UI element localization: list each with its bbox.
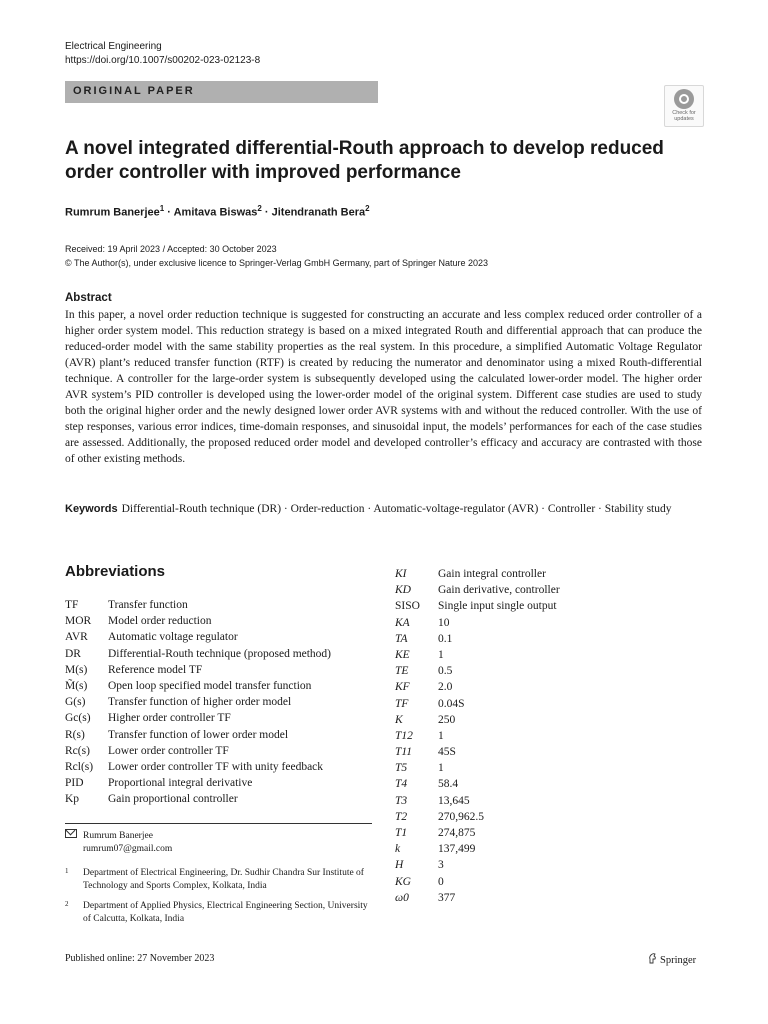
parameter-symbol: T2 <box>395 810 408 823</box>
parameter-row <box>395 696 560 712</box>
parameter-value: 250 <box>438 713 456 726</box>
abbreviation-term: Gc(s) <box>65 712 91 725</box>
abstract-text: In this paper, a novel order reduction technique is suggested for constructing an accurate and less complex reduced order controller of a higher order system model. This reduction strategy is based on a mixed integrated Routh and differential approach that can produce the reduced-order model with the same stability properties as the real system. In this procedure, a simplified Automatic Voltage Regulator (AVR) plant’s reduced transfer function (RTF) is created by reducing the numerator and denominator using a mixed Routh-differential technique. A controller for the large-order system is subsequently developed using the calculated lower-order model. The higher order AVR system’s PID controller is developed using the lower-order model of the original system. Different case studies are used to study both the original higher order and the newly designed lower order AVR systems with and without the reduced controller. With the use of step responses, various error indices, time-domain responses, and sinusoidal input, the models’ performances for each of the case studies are assessed. Additionally, the proposed reduced order model and developed controller’s efficacy and accuracy are contrasted with those of other existing methods. <box>65 309 702 465</box>
abbreviation-definition: Lower order controller TF with unity feedback <box>108 760 324 773</box>
parameter-row <box>395 841 560 857</box>
abbreviation-term: Rc(s) <box>65 744 90 757</box>
parameter-row <box>395 679 560 695</box>
affiliation-1 <box>65 867 375 893</box>
parameter-symbol: T11 <box>395 746 413 759</box>
parameter-symbol: TE <box>395 665 409 678</box>
author-affiliation-ref: 2 <box>365 204 370 213</box>
abbreviation-definition: Differential-Routh technique (proposed method) <box>108 647 332 660</box>
abbreviation-term: Kp <box>65 793 80 806</box>
article-history <box>65 242 488 270</box>
parameter-symbol: KI <box>395 568 407 580</box>
parameter-row <box>395 598 560 614</box>
parameter-value: 0.04S <box>438 697 465 710</box>
parameter-symbol: KG <box>395 875 411 888</box>
abbreviation-term: R(s) <box>65 728 85 741</box>
parameter-row <box>395 760 560 776</box>
parameter-row <box>395 890 560 906</box>
abbreviation-definition: Higher order controller TF <box>108 712 231 725</box>
check-for-updates-icon <box>674 89 694 109</box>
author-name[interactable]: Rumrum Banerjee <box>65 206 160 219</box>
parameter-row <box>395 744 560 760</box>
abbreviation-definition: Model order reduction <box>108 615 212 628</box>
abbreviation-row <box>65 597 331 613</box>
author-name[interactable]: Jitendranath Bera <box>271 206 366 219</box>
abbreviation-term: M̃(s) <box>65 679 88 692</box>
abbreviation-term: AVR <box>65 631 88 644</box>
badge-line1: Check for <box>672 110 696 116</box>
abbreviations-heading: Abbreviations <box>65 563 166 580</box>
parameter-symbol: KA <box>395 616 410 629</box>
parameter-value: 45S <box>438 746 456 759</box>
parameter-row <box>395 647 560 663</box>
author-affiliation-ref: 2 <box>257 204 262 213</box>
keywords <box>65 501 702 517</box>
parameter-value: 1 <box>438 762 444 775</box>
paper-title: A novel integrated differential-Routh approach to develop reduced order controller with improved performance <box>65 138 664 183</box>
affiliation-text: Department of Applied Physics, Electrical Engineering Section, University of Calcutta, Kolkata, India <box>83 901 368 924</box>
parameter-value: 1 <box>438 729 444 742</box>
parameter-symbol: T12 <box>395 729 413 742</box>
abstract-heading: Abstract <box>65 292 112 304</box>
abbreviation-definition: Reference model TF <box>108 663 203 676</box>
parameter-symbol: k <box>395 843 401 856</box>
abbreviation-definition: Transfer function of lower order model <box>108 728 289 741</box>
parameter-value: Single input single output <box>438 600 557 613</box>
abbreviation-row <box>65 678 331 694</box>
abbreviation-row <box>65 743 331 759</box>
parameter-value: 2.0 <box>438 681 453 694</box>
parameter-symbol: H <box>395 859 404 872</box>
corresponding-author: Rumrum Banerjee <box>83 831 153 841</box>
abbreviation-term: G(s) <box>65 696 86 709</box>
parameter-row <box>395 809 560 825</box>
parameter-symbol: T5 <box>395 762 408 775</box>
keywords-label: Keywords <box>65 503 118 515</box>
article-type-label: ORIGINAL PAPER <box>73 85 195 97</box>
parameter-symbol: ω0 <box>395 891 409 904</box>
parameter-row <box>395 776 560 792</box>
parameter-value: 0 <box>438 875 444 888</box>
parameter-value: 137,499 <box>438 843 476 856</box>
published-date: Published online: 27 November 2023 <box>65 953 215 964</box>
parameter-value: 1 <box>438 648 444 661</box>
parameter-row <box>395 793 560 809</box>
affiliation-number: 2 <box>65 900 69 908</box>
parameter-symbol: K <box>395 713 403 726</box>
abbreviation-row <box>65 662 331 678</box>
parameter-symbol: TF <box>395 697 409 710</box>
abbreviation-row <box>65 775 331 791</box>
publisher-name: Springer <box>660 955 697 966</box>
abbreviation-row <box>65 646 331 662</box>
parameter-value: 10 <box>438 616 450 629</box>
parameter-row <box>395 582 560 598</box>
abbreviation-term: M(s) <box>65 663 88 676</box>
abbreviation-definition: Open loop specified model transfer function <box>108 679 312 692</box>
abbreviation-row <box>65 613 331 629</box>
abbreviation-row <box>65 759 331 775</box>
publisher-logo <box>648 952 696 966</box>
parameter-value: 377 <box>438 891 456 904</box>
copyright-line: © The Author(s), under exclusive licence to Springer-Verlag GmbH Germany, part of Springer Nature 2023 <box>65 258 488 268</box>
author-name[interactable]: Amitava Biswas <box>173 206 258 219</box>
parameter-row <box>395 712 560 728</box>
footnote-divider <box>65 823 372 824</box>
badge-line2: updates <box>674 116 694 122</box>
parameter-symbol: T3 <box>395 794 408 807</box>
parameter-row <box>395 874 560 890</box>
parameter-row <box>395 728 560 744</box>
parameter-row <box>395 615 560 631</box>
parameter-value: Gain derivative, controller <box>438 584 560 597</box>
parameter-value: 13,645 <box>438 794 470 807</box>
parameter-row <box>395 825 560 841</box>
parameter-symbol: T1 <box>395 827 408 839</box>
article-type-banner <box>65 81 378 103</box>
parameter-value: 0.5 <box>438 665 453 678</box>
author-affiliation-ref: 1 <box>159 204 165 213</box>
abbreviation-term: MOR <box>65 615 92 628</box>
abbreviation-definition: Transfer function of higher order model <box>108 696 292 709</box>
abbreviation-row <box>65 694 331 710</box>
abbreviation-definition: Lower order controller TF <box>108 744 229 757</box>
abbreviation-term: Rcl(s) <box>65 760 94 773</box>
author-list: Rumrum Banerjee$^1$ · Amitava Biswas$^2$ · Jitendranath Bera$^2$ <box>65 204 370 219</box>
envelope-icon <box>65 829 77 838</box>
journal-header <box>65 40 260 68</box>
abbreviation-definition: Gain proportional controller <box>108 793 238 806</box>
parameter-row <box>395 663 560 679</box>
received-accepted: Received: 19 April 2023 / Accepted: 30 October 2023 <box>65 244 277 254</box>
correspondence <box>65 829 172 856</box>
parameter-symbol: KE <box>395 648 410 661</box>
abbreviation-definition: Automatic voltage regulator <box>108 631 238 644</box>
parameter-symbol: KD <box>395 584 411 597</box>
abbreviation-row <box>65 791 331 807</box>
corresponding-email[interactable]: rumrum07@gmail.com <box>83 844 173 854</box>
abbreviation-row <box>65 727 331 743</box>
parameter-value: Gain integral controller <box>438 568 546 580</box>
parameter-symbol: T4 <box>395 778 408 791</box>
abbreviation-definition: Proportional integral derivative <box>108 777 253 790</box>
parameter-list <box>395 566 560 906</box>
parameter-symbol: KF <box>395 681 410 694</box>
affiliation-number: 1 <box>65 867 69 875</box>
parameter-row <box>395 566 560 582</box>
affiliation-2 <box>65 900 375 926</box>
abbreviation-term: PID <box>65 777 84 790</box>
check-for-updates-badge[interactable] <box>664 85 704 127</box>
abbreviation-term: DR <box>65 647 81 660</box>
parameter-value: 270,962.5 <box>438 810 484 823</box>
parameter-symbol: TA <box>395 632 408 645</box>
parameter-symbol: SISO <box>395 600 420 613</box>
doi-link[interactable]: https://doi.org/10.1007/s00202-023-02123-8 <box>65 55 261 66</box>
parameter-row <box>395 857 560 873</box>
parameter-value: 3 <box>438 859 444 872</box>
journal-name: Electrical Engineering <box>65 41 162 52</box>
abbreviation-row <box>65 629 331 645</box>
parameter-row <box>395 631 560 647</box>
parameter-value: 58.4 <box>438 778 459 791</box>
affiliation-text: Department of Electrical Engineering, Dr. Sudhir Chandra Sur Institute of Technology and Sports Complex, Kolkata, India <box>83 868 364 891</box>
parameter-value: 0.1 <box>438 632 453 645</box>
abbreviation-term: TF <box>65 599 79 611</box>
springer-horse-icon <box>648 953 657 964</box>
abbreviations-list <box>65 597 331 807</box>
abbreviation-row <box>65 710 331 726</box>
keywords-text: Differential-Routh technique (DR) · Order-reduction · Automatic-voltage-regulator (AVR) · Controller · Stability study <box>121 503 672 515</box>
abbreviation-definition: Transfer function <box>108 599 188 611</box>
parameter-value: 274,875 <box>438 827 476 839</box>
